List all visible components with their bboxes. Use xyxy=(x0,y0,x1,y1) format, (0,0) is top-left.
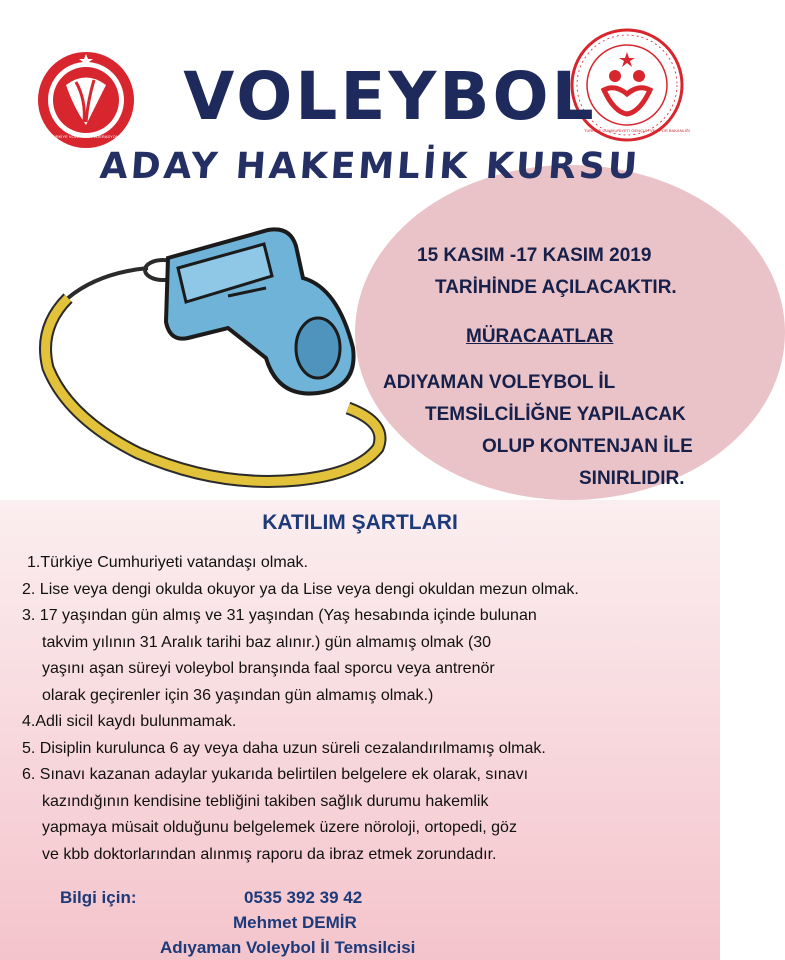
condition-number: 2. xyxy=(22,580,36,598)
conditions-list xyxy=(22,550,712,868)
condition-text: ve kbb doktorlarından alınmış raporu da ibraz etmek zorundadır. xyxy=(42,845,497,863)
whistle-illustration xyxy=(28,218,398,498)
poster-title: VOLEYBOL xyxy=(183,58,597,135)
apply-line-2: TEMSİLCİLİĞNE YAPILACAK xyxy=(425,404,686,425)
condition-text: olarak geçirenler için 36 yaşından gün almamış olmak.) xyxy=(42,686,434,704)
condition-item xyxy=(22,762,712,868)
condition-text: kazındığının kendisine tebliğini takiben sağlık durumu hakemlik xyxy=(42,792,489,810)
condition-text: Lise veya dengi okulda okuyor ya da Lise veya dengi okuldan mezun olmak. xyxy=(39,580,579,598)
contact-role: Adıyaman Voleybol İl Temsilcisi xyxy=(160,938,416,957)
condition-text: yaşını aşan süreyi voleybol branşında faal sporcu veya antrenör xyxy=(42,660,495,677)
condition-number: 4. xyxy=(22,713,36,730)
date-line-1: 15 KASIM -17 KASIM 2019 xyxy=(417,245,652,266)
condition-text: Disiplin kurulunca 6 ay veya daha uzun süreli cezalandırılmamış olmak. xyxy=(39,739,546,757)
contact-label: Bilgi için: xyxy=(60,888,137,907)
condition-item xyxy=(22,603,712,709)
apply-line-4: SINIRLIDIR. xyxy=(579,468,685,489)
condition-text: yapmaya müsait olduğunu belgelemek üzere nöroloji, ortopedi, göz xyxy=(42,819,517,836)
applications-heading: MÜRACAATLAR xyxy=(466,326,614,347)
right-logo-text: TÜRKİYE CUMHURİYETİ GENÇLİK VE SPOR BAKANLIĞI xyxy=(584,128,691,133)
conditions-title: KATILIM ŞARTLARI xyxy=(262,511,458,534)
contact-phone: 0535 392 39 42 xyxy=(244,888,363,907)
condition-number: 5. xyxy=(22,739,36,757)
condition-item xyxy=(22,577,712,604)
apply-line-3: OLUP KONTENJAN İLE xyxy=(482,436,693,457)
condition-number: 3. xyxy=(22,607,36,624)
condition-number: 1. xyxy=(27,554,41,571)
condition-text: Adli sicil kaydı bulunmamak. xyxy=(35,713,237,730)
condition-text: 17 yaşından gün almış ve 31 yaşından (Yaş hesabında içinde bulunan xyxy=(39,607,537,624)
condition-item xyxy=(22,736,712,763)
condition-text: Sınavı kazanan adaylar yukarıda belirtilen belgelere ek olarak, sınavı xyxy=(39,766,529,783)
left-logo-text: TÜRKİYE VOLEYBOL FEDERASYONU xyxy=(50,134,122,139)
condition-item xyxy=(22,550,712,577)
condition-text: Türkiye Cumhuriyeti vatandaşı olmak. xyxy=(40,554,308,571)
poster-subtitle: ADAY HAKEMLİK KURSU xyxy=(98,146,642,187)
apply-line-1: ADIYAMAN VOLEYBOL İL xyxy=(383,372,616,393)
condition-number: 6. xyxy=(22,766,36,783)
contact-name: Mehmet DEMİR xyxy=(233,913,357,932)
date-line-2: TARİHİNDE AÇILACAKTIR. xyxy=(435,277,677,298)
condition-item xyxy=(22,709,712,736)
condition-text: takvim yılının 31 Aralık tarihi baz alınır.) gün almamış olmak (30 xyxy=(42,633,492,651)
